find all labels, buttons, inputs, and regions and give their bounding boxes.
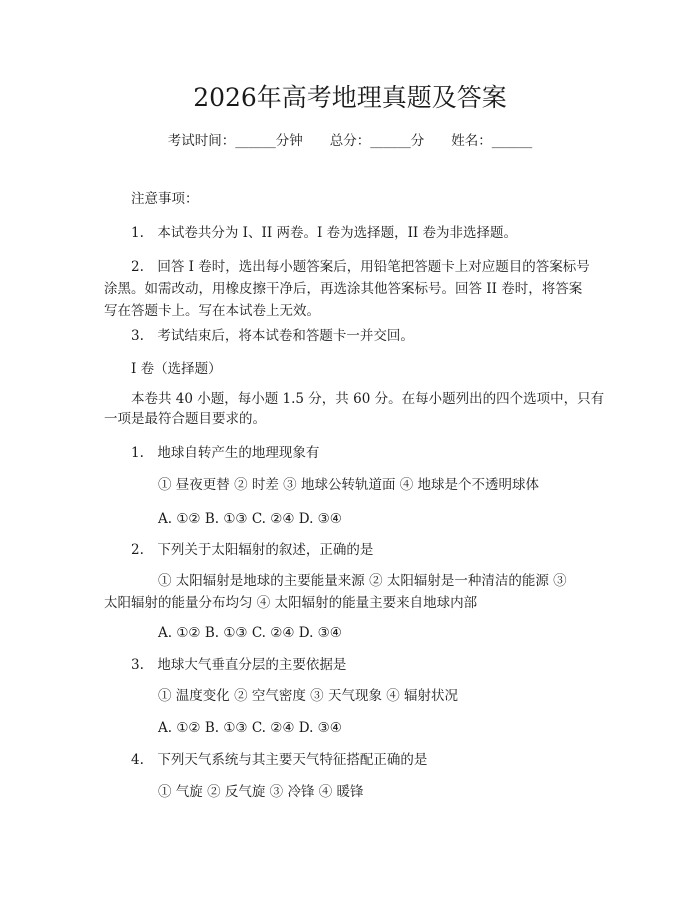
notice-item-2-line-2: 涂黑。如需改动，用橡皮擦干净后，再选涂其他答案标号。回答 II 卷时，将答案 xyxy=(104,281,583,297)
notice-item-2-line-1: 2. 回答 I 卷时，选出每小题答案后，用铅笔把答题卡上对应题目的答案标号 xyxy=(131,259,590,275)
question-2-items-line-2: 太阳辐射的能量分布均匀 ④ 太阳辐射的能量主要来自地球内部 xyxy=(104,595,478,611)
question-2-items-line-1: ① 太阳辐射是地球的主要能量来源 ② 太阳辐射是一种清洁的能源 ③ xyxy=(158,573,567,589)
notice-item-1: 1. 本试卷共分为 I、II 两卷。I 卷为选择题，II 卷为非选择题。 xyxy=(131,225,518,241)
question-1-options: A. ①② B. ①③ C. ②④ D. ③④ xyxy=(158,511,342,527)
page-title: 2026年高考地理真题及答案 xyxy=(193,83,507,112)
question-1-items: ① 昼夜更替 ② 时差 ③ 地球公转轨道面 ④ 地球是个不透明球体 xyxy=(158,477,540,493)
question-2-options: A. ①② B. ①③ C. ②④ D. ③④ xyxy=(158,625,342,641)
section-heading: I 卷（选择题） xyxy=(131,361,222,377)
question-1-stem: 1. 地球自转产生的地理现象有 xyxy=(131,445,320,461)
notice-heading: 注意事项： xyxy=(131,191,199,207)
notice-item-3: 3. 考试结束后，将本试卷和答题卡一并交回。 xyxy=(131,328,414,344)
section-intro-line-2: 一项是最符合题目要求的。 xyxy=(104,411,266,427)
question-3-items: ① 温度变化 ② 空气密度 ③ 天气现象 ④ 辐射状况 xyxy=(158,688,459,704)
notice-item-2-line-3: 写在答题卡上。写在本试卷上无效。 xyxy=(104,303,320,319)
exam-meta-line: 考试时间：______分钟 总分：______分 姓名：______ xyxy=(167,133,533,149)
question-2-stem: 2. 下列关于太阳辐射的叙述，正确的是 xyxy=(131,542,374,558)
question-3-stem: 3. 地球大气垂直分层的主要依据是 xyxy=(131,657,347,673)
section-intro-line-1: 本卷共 40 小题，每小题 1.5 分，共 60 分。在每小题列出的四个选项中，只有 xyxy=(131,391,605,407)
question-4-stem: 4. 下列天气系统与其主要天气特征搭配正确的是 xyxy=(131,752,428,768)
question-3-options: A. ①② B. ①③ C. ②④ D. ③④ xyxy=(158,720,342,736)
question-4-items: ① 气旋 ② 反气旋 ③ 冷锋 ④ 暖锋 xyxy=(158,784,364,800)
